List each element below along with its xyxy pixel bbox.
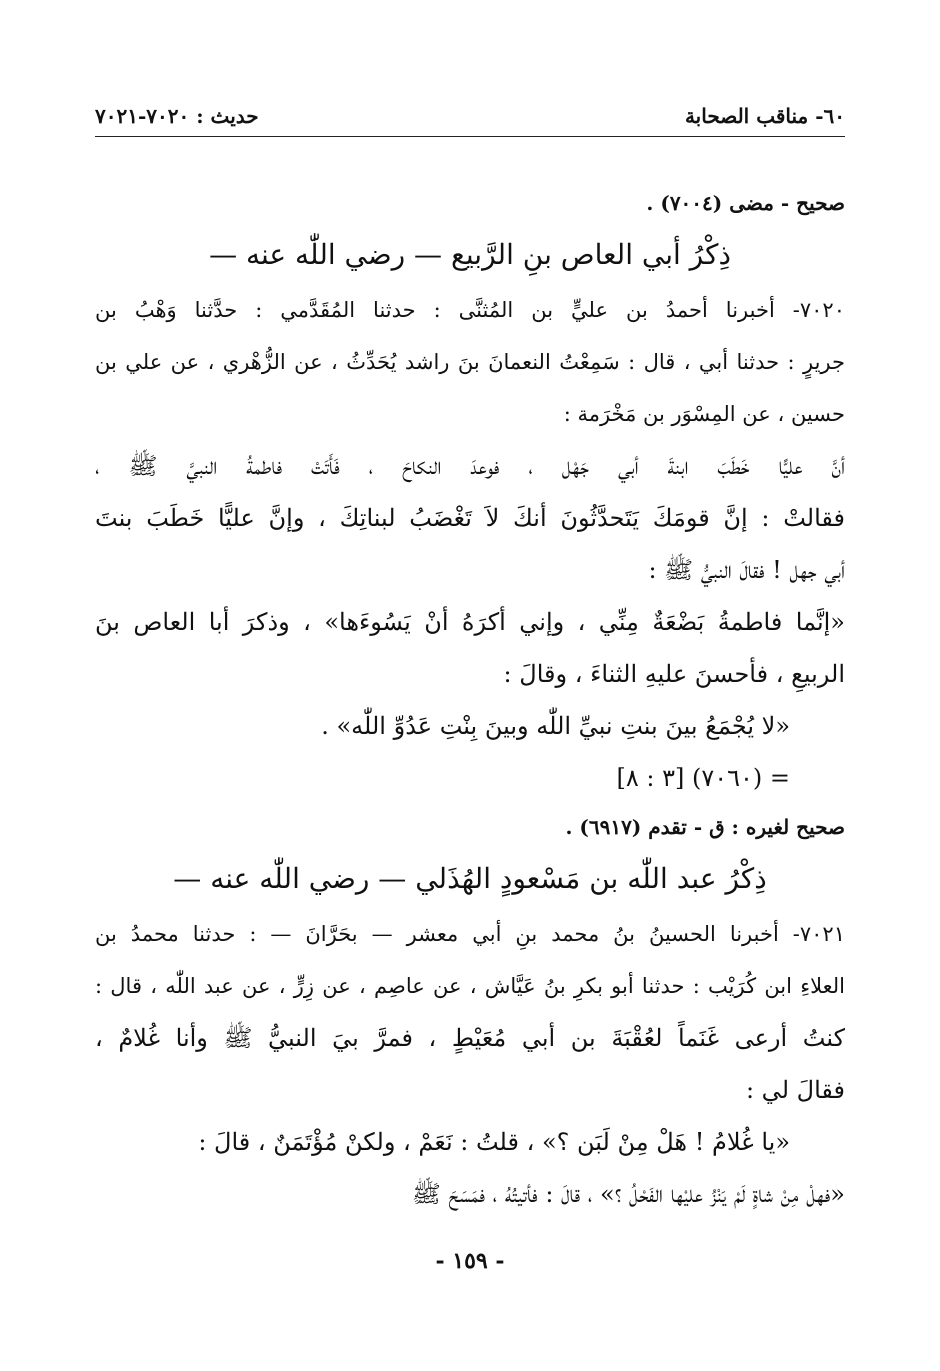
hadith-line: الربيعِ ، فأحسنَ عليهِ الثناءَ ، وقالَ : bbox=[503, 660, 845, 688]
hadith-line: «فهلْ مِنْ شاةٍ لَمْ يَنْزُ عليْها الفَحْلُ ؟» ، قالَ : فأتيتُهُ ، فمَسَحَ ﷺ bbox=[411, 1180, 845, 1208]
page-number: - ١٥٩ - bbox=[435, 1248, 505, 1274]
hadith-line: أبي جهل ! فقالَ النبيُّ ﷺ : bbox=[648, 556, 845, 584]
page-body bbox=[95, 180, 845, 1220]
hadith-7020 bbox=[95, 284, 845, 804]
section-title: ذِكْرُ أبي العاص بنِ الرَّبيع — رضي اللّٰه عنه — bbox=[209, 238, 731, 271]
hadith-line: «إنَّما فاطمةُ بَضْعَةٌ مِنِّي ، وإني أكرَهُ أنْ يَسُوءَها» ، وذكرَ أبا العاص بنَ bbox=[95, 608, 845, 636]
hadith-line: «يا غُلامُ ! هَلْ مِنْ لَبَن ؟» ، قلتُ : نَعَمْ ، ولكنْ مُؤْتَمَنٌ ، قالَ : bbox=[198, 1128, 790, 1156]
hadith-7021 bbox=[95, 908, 845, 1220]
grade-note: صحيح لغيره : ق - تقدم (٦٩١٧) . bbox=[565, 815, 845, 839]
hadith-line: فقالتْ : إنَّ قومَكَ يَتَحدَّثُونَ أنكَ لاَ تَغْضَبُ لبناتِكَ ، وإنَّ عليًّا خَطَبَ بنتَ bbox=[95, 504, 845, 532]
book-title: ٦٠- مناقب الصحابة bbox=[684, 104, 845, 128]
page-header bbox=[95, 96, 845, 137]
hadith-line: حسين ، عن المِسْوَر بن مَخْرَمة : bbox=[563, 402, 845, 426]
hadith-line: = (٧٠٦٠) [٣ : ٨] bbox=[616, 764, 790, 792]
hadith-line: «لا يُجْمَعُ بينَ بنتِ نبيِّ اللّٰه وبينَ بِنْتِ عَدُوِّ اللّٰه» . bbox=[321, 712, 790, 740]
section-title: ذِكْرُ عبد اللّٰه بن مَسْعودٍ الهُذَلي — رضي اللّٰه عنه — bbox=[173, 862, 767, 895]
hadith-line: أنَّ عليًّا خَطَبَ ابنةَ أبي جَهْل ، فوعدَ النكاحَ ، فَأَتَتْ فاطمةُ النبيَّ ﷺ ، bbox=[95, 452, 845, 480]
hadith-line: جريرٍ : حدثنا أبي ، قال : سَمِعْتُ النعمانَ بنَ راشد يُحَدِّثُ ، عن الزُّهْري ، عن علي بن bbox=[95, 350, 845, 374]
grade-note: صحيح - مضى (٧٠٠٤) . bbox=[646, 191, 845, 215]
hadith-range: حديث : ٧٠٢٠-٧٠٢١ bbox=[95, 104, 259, 128]
hadith-line: كنتُ أرعى غَنَماً لعُقْبَةَ بن أبي مُعَيْطٍ ، فمرَّ بيَ النبيُّ ﷺ وأنا غُلامٌ ، bbox=[95, 1024, 845, 1052]
hadith-line: ٧٠٢١- أخبرنا الحسينُ بنُ محمد بنِ أبي معشر — بحَرَّانَ — : حدثنا محمدُ بن bbox=[95, 922, 845, 946]
hadith-line: العلاءِ ابن كُرَيْب : حدثنا أبو بكرِ بنُ عَيَّاش ، عن عاصِم ، عن زِرٍّ ، عن عبد اللّٰه ، قال : bbox=[95, 974, 845, 998]
hadith-line: ٧٠٢٠- أخبرنا أحمدُ بن عليٍّ بن المُثنَّى : حدثنا المُقَدَّمي : حدَّثنا وَهْبُ بن bbox=[95, 298, 845, 322]
hadith-line: فقالَ لي : bbox=[745, 1076, 845, 1104]
